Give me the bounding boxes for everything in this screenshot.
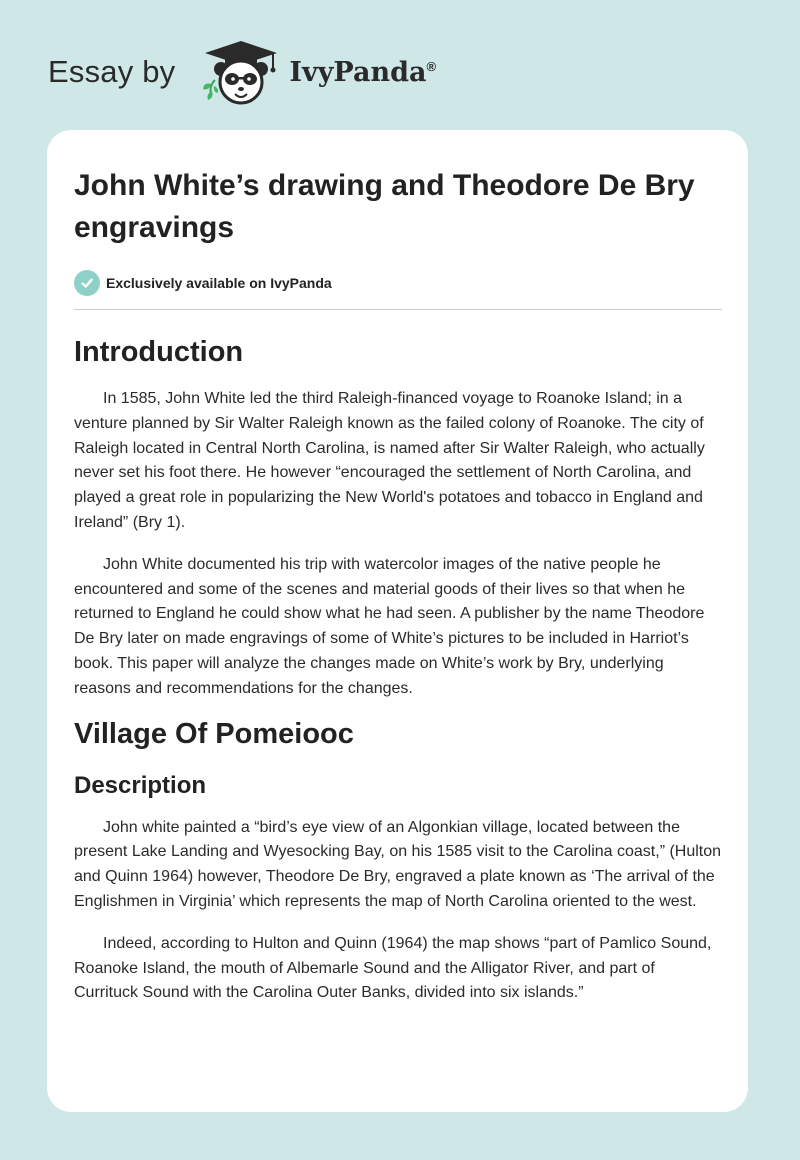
paragraph: John white painted a “bird’s eye view of an Algonkian village, located between the present Lake Landing and Wyesocking Bay, on his 1585 visit to the Carolina coast,” (Hulton and Quinn 1964) however, Theodore De Bry, engraved a plate known as ‘The arrival of the Englishmen in Virginia’ which represents the map of North Carolina oriented to the west.: [74, 818, 722, 910]
paragraph: John White documented his trip with watercolor images of the native people he encountered and some of the scenes and material goods of their lives so that when he returned to England he could show what he had seen. A publisher by the name Theodore De Bry later on made engravings of some of White’s pictures to be included in Harriot’s book. This paper will analyze the changes made on White’s work by Bry, underlying reasons and recommendations for the changes.: [74, 555, 705, 697]
panda-logo-icon[interactable]: [191, 36, 287, 108]
paragraph: Indeed, according to Hulton and Quinn (1964) the map shows “part of Pamlico Sound, Roanoke Island, the mouth of Albemarle Sound and the Alligator River, and part of Currituck Sound with the Carolina Outer Banks, divided into six islands.”: [74, 934, 712, 1002]
essay-title: John White’s drawing and Theodore De Bry engravings: [74, 169, 695, 244]
paragraph: In 1585, John White led the third Raleigh-financed voyage to Roanoke Island; in a venture planned by Sir Walter Raleigh known as the failed colony of Roanoke. The city of Raleigh located in Central North Carolina, is named after Sir Walter Raleigh, who actually never set his foot there. He however “encouraged the settlement of North Carolina, and played a great role in popularizing the New World's potatoes and tobacco in England and Ireland” (Bry 1).: [74, 390, 705, 531]
check-icon: [74, 270, 100, 296]
introduction-heading: Introduction: [74, 336, 244, 368]
brand-name[interactable]: IvyPanda®: [289, 56, 437, 88]
description-subheading: Description: [74, 771, 207, 799]
title-divider: [74, 309, 722, 310]
introduction-section: [74, 334, 722, 702]
brand-header: [48, 36, 436, 108]
brand-prefix: Essay by: [48, 54, 176, 89]
exclusive-badge: [74, 269, 722, 297]
village-heading: Village Of Pomeiooc: [74, 717, 354, 750]
exclusive-label: Exclusively available on IvyPanda: [106, 275, 332, 291]
village-section: [74, 716, 722, 1007]
essay-card: [47, 130, 748, 1112]
